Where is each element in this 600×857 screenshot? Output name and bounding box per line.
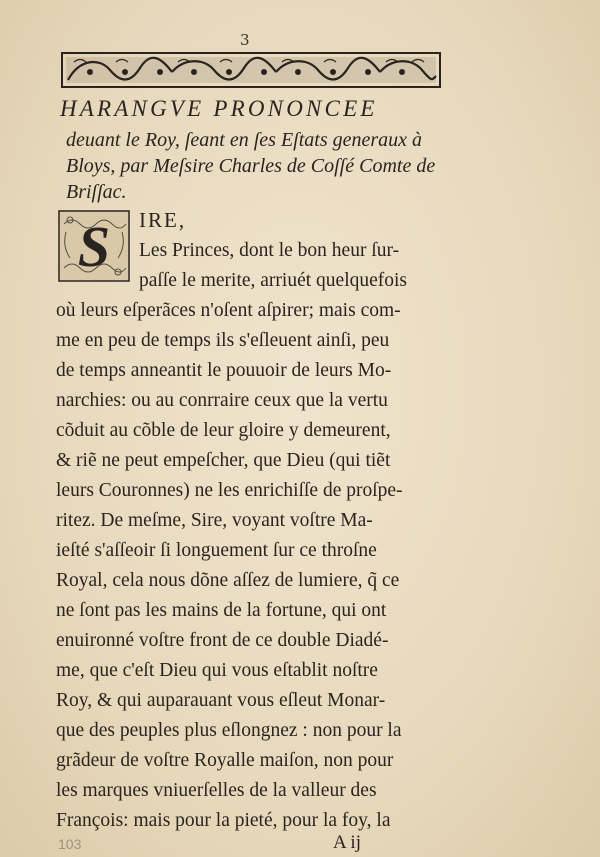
text-line: ritez. De meſme, Sire, voyant voſtre Ma- bbox=[56, 510, 373, 531]
text-line: enuironné voſtre front de ce double Diadé- bbox=[56, 630, 389, 651]
page-number: 3 bbox=[240, 31, 250, 49]
text-line: ieſté s'aſſeoir ſi longuement ſur ce throſne bbox=[56, 540, 377, 561]
ornament-header-band bbox=[60, 50, 442, 90]
library-stamp: 103 bbox=[58, 836, 82, 852]
subtitle-line-2: Bloys, par Meſsire Charles de Coſſé Comte de bbox=[66, 155, 436, 177]
text-line: narchies: ou au conrraire ceux que la vertu bbox=[56, 390, 388, 411]
text-line: me, que c'eſt Dieu qui vous eſtablit noſtre bbox=[56, 660, 378, 681]
text-line: & riẽ ne peut empeſcher, que Dieu (qui tiẽt bbox=[56, 450, 391, 471]
signature-mark: A ij bbox=[333, 832, 361, 853]
initial-letter: S bbox=[77, 214, 111, 279]
subtitle-line-3: Briſſac. bbox=[66, 181, 127, 203]
text-line: grãdeur de voſtre Royalle maiſon, non pour bbox=[56, 750, 394, 771]
text-line: les marques vniuerſelles de la valleur des bbox=[56, 780, 377, 801]
text-line: cõduit au cõble de leur gloire y demeurent, bbox=[56, 420, 391, 441]
text-line: que des peuples plus eſlongnez : non pour la bbox=[56, 720, 402, 741]
text-line: Les Princes, dont le bon heur ſur- bbox=[139, 240, 400, 261]
document-title: HARANGVE PRONONCEE bbox=[60, 96, 378, 121]
text-line: me en peu de temps ils s'eſleuent ainſi, peu bbox=[56, 330, 390, 351]
text-line: Royal, cela nous dõne aſſez de lumiere, q̃ ce bbox=[56, 570, 400, 591]
text-line: leurs Couronnes) ne les enrichiſſe de proſpe- bbox=[56, 480, 403, 501]
text-line: Roy, & qui auparauant vous eſleut Monar- bbox=[56, 690, 386, 711]
text-line: paſſe le merite, arriuét quelquefois bbox=[139, 270, 408, 291]
decorated-initial-s bbox=[58, 210, 130, 282]
text-line: François: mais pour la pieté, pour la foy, la bbox=[56, 810, 391, 831]
text-line: de temps anneantit le pouuoir de leurs Mo- bbox=[56, 360, 392, 381]
text-line: ne ſont pas les mains de la fortune, qui ont bbox=[56, 600, 387, 621]
opening-word: IRE, bbox=[139, 208, 187, 232]
subtitle-line-1: deuant le Roy, ſeant en ſes Eſtats generaux à bbox=[66, 129, 423, 151]
text-line: où leurs eſperãces n'oſent aſpirer; mais com- bbox=[56, 300, 401, 321]
